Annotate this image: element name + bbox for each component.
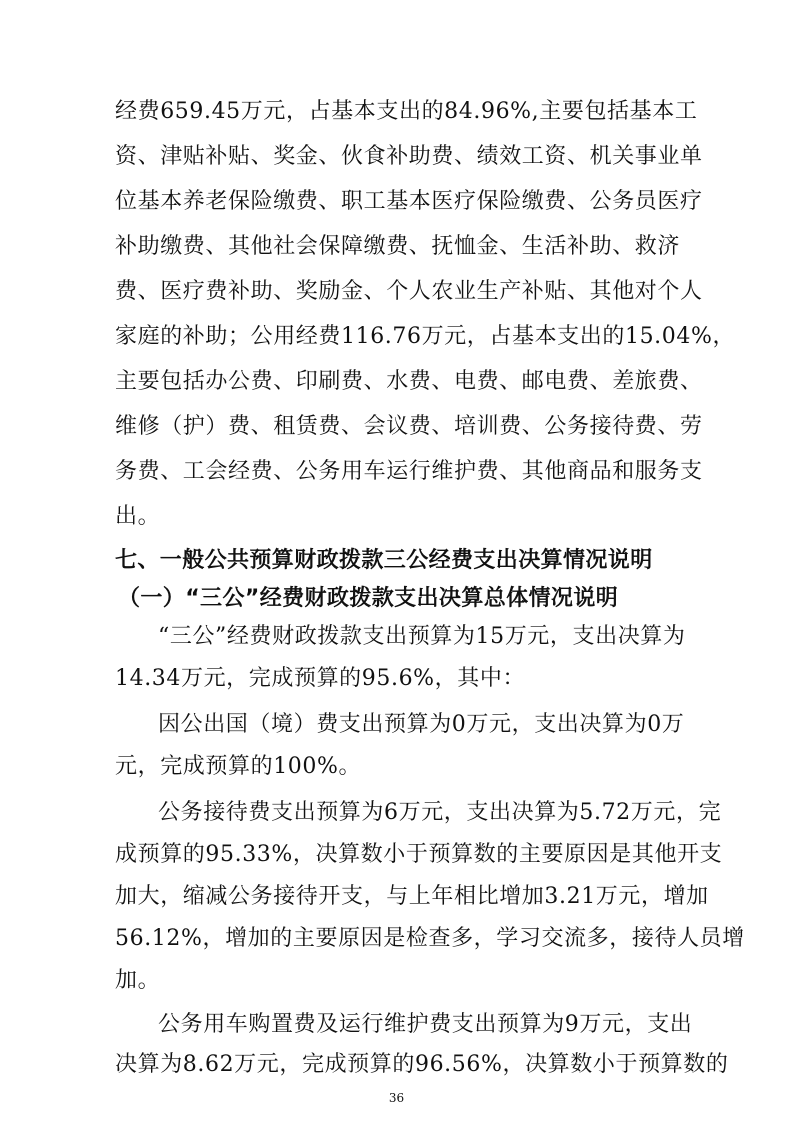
body-text-line: 维修（护）费、租赁费、会议费、培训费、公务接待费、劳 (115, 414, 703, 439)
body-text-line: 加大，缩减公务接待开支，与上年相比增加3.21万元，增加 (115, 884, 709, 909)
section-heading: 七、一般公共预算财政拨款三公经费支出决算情况说明 (115, 548, 653, 573)
body-text-line: 因公出国（境）费支出预算为0万元，支出决算为0万 (158, 712, 685, 737)
body-text-line: 元，完成预算的100%。 (115, 754, 362, 779)
body-text-line: 家庭的补助；公用经费116.76万元，占基本支出的15.04%， (115, 324, 736, 349)
body-text-line: 费、医疗费补助、奖励金、个人农业生产补贴、其他对个人 (115, 279, 703, 304)
body-text-line: 主要包括办公费、印刷费、水费、电费、邮电费、差旅费、 (115, 369, 703, 394)
body-text-line: 资、津贴补贴、奖金、伙食补助费、绩效工资、机关事业单 (115, 144, 703, 169)
page-number: 36 (388, 1091, 405, 1105)
body-text-line: 位基本养老保险缴费、职工基本医疗保险缴费、公务员医疗 (115, 189, 703, 214)
subsection-heading: （一）“三公”经费财政拨款支出决算总体情况说明 (118, 586, 619, 611)
body-text-line: “三公”经费财政拨款支出预算为15万元，支出决算为 (158, 624, 686, 649)
body-text-line: 成预算的95.33%，决算数小于预算数的主要原因是其他开支 (115, 842, 723, 867)
body-text-line: 经费659.45万元，占基本支出的84.96%,主要包括基本工 (115, 99, 698, 124)
body-text-line: 决算为8.62万元，完成预算的96.56%，决算数小于预算数的 (115, 1052, 729, 1077)
body-text-line: 出。 (115, 504, 161, 529)
body-text-line: 56.12%，增加的主要原因是检查多，学习交流多，接待人员增 (115, 926, 745, 951)
body-text-line: 公务用车购置费及运行维护费支出预算为9万元，支出 (158, 1012, 693, 1037)
body-text-line: 务费、工会经费、公务用车运行维护费、其他商品和服务支 (115, 459, 703, 484)
body-text-line: 加。 (115, 968, 161, 993)
body-text-line: 公务接待费支出预算为6万元，支出决算为5.72万元，完 (158, 800, 722, 825)
body-text-line: 补助缴费、其他社会保障缴费、抚恤金、生活补助、救济 (115, 234, 681, 259)
body-text-line: 14.34万元，完成预算的95.6%，其中： (115, 666, 526, 691)
